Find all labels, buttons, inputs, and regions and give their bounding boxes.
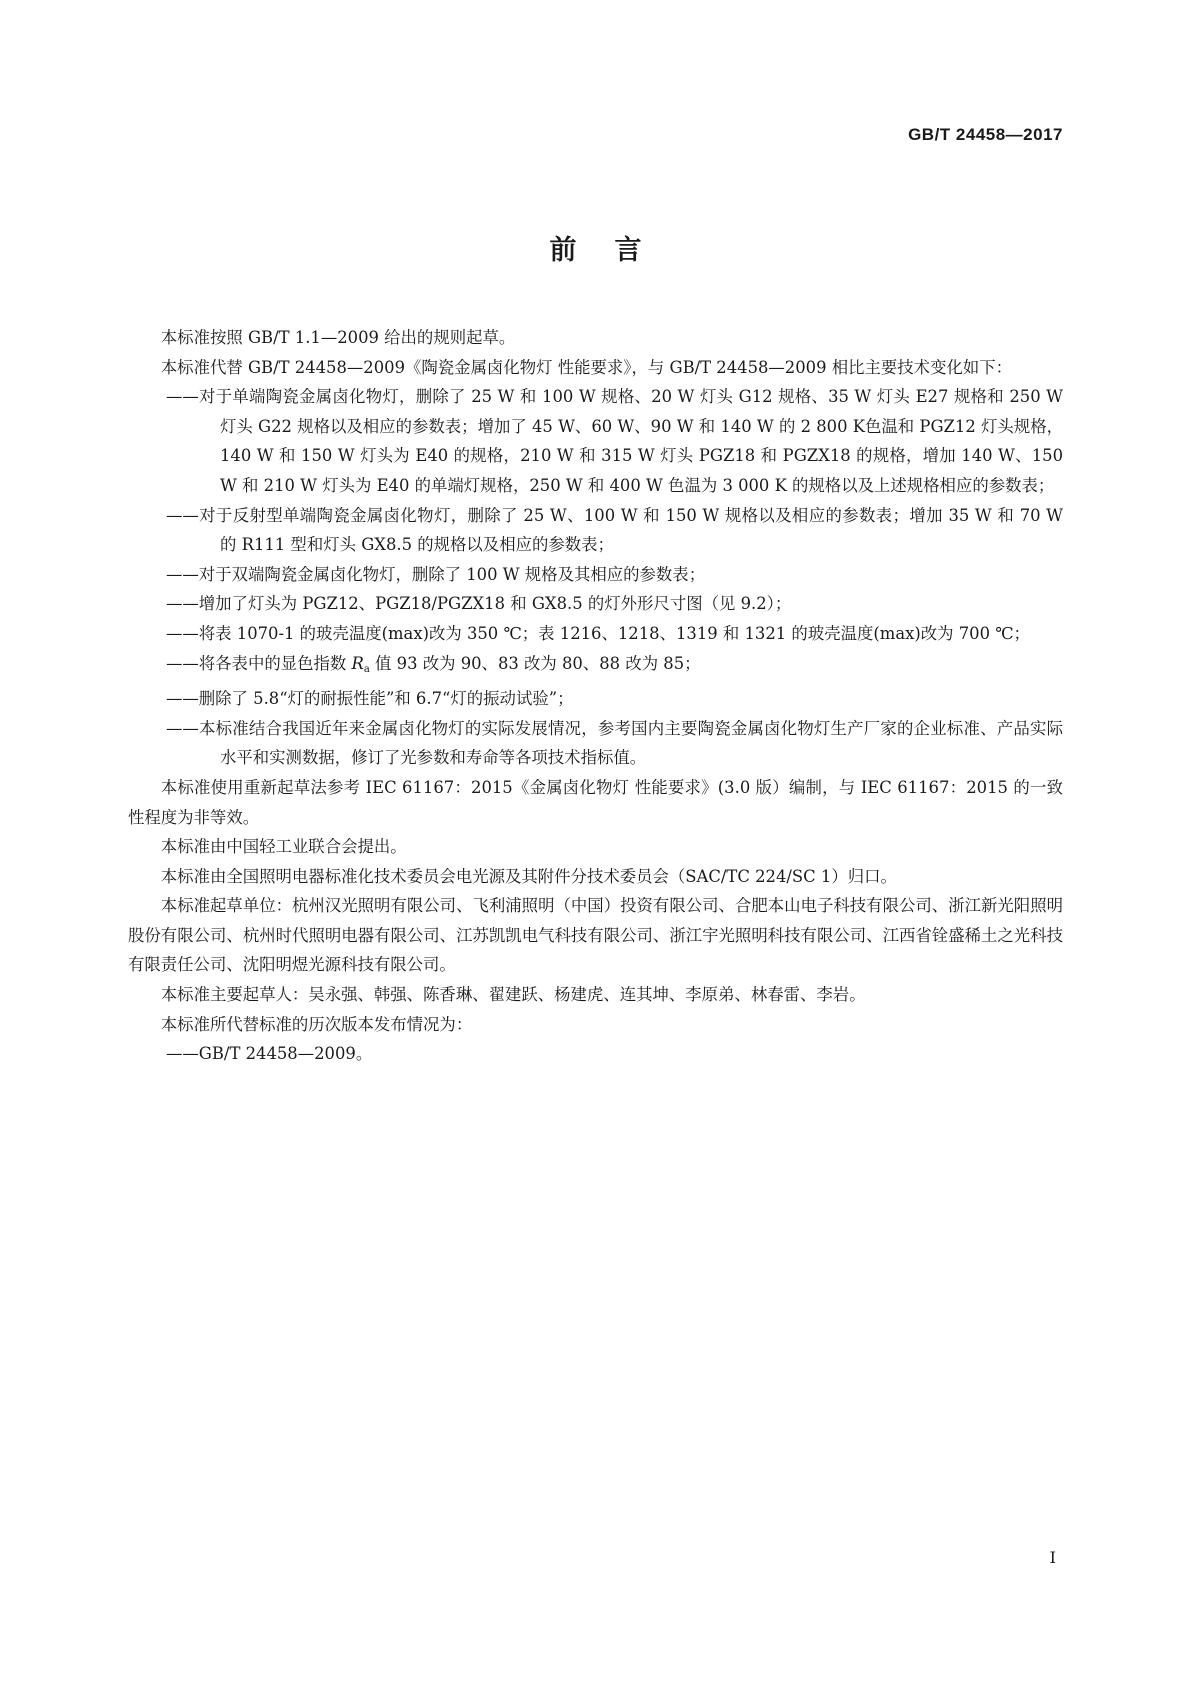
history-text-1: GB/T 24458—2009。 xyxy=(198,1044,373,1064)
change-text-8: 本标准结合我国近年来金属卤化物灯的实际发展情况，参考国内主要陶瓷金属卤化物灯生产厂家的企业标准、产品实际水平和实测数据，修订了光参数和寿命等各项技术指标值。 xyxy=(198,718,1063,768)
list-dash: —— xyxy=(166,718,199,738)
list-dash: —— xyxy=(166,505,199,525)
paragraph-proposer: 本标准由中国轻工业联合会提出。 xyxy=(160,837,407,857)
paragraph-history: 本标准所代替标准的历次版本发布情况为： xyxy=(160,1014,473,1034)
change-item-6 xyxy=(128,649,1063,685)
foreword-body xyxy=(128,323,1063,1069)
change-item-7 xyxy=(128,684,1063,714)
paragraph-drafting-units: 本标准起草单位：杭州汉光照明有限公司、飞利浦照明（中国）投资有限公司、合肥本山电子科技有限公司、浙江新光阳照明股份有限公司、杭州时代照明电器有限公司、江苏凯凯电气科技有限公司、浙江宇光照明科技有限公司、江西省铨盛稀土之光科技有限责任公司、沈阳明煜光源科技有限公司。 xyxy=(128,896,1063,975)
change-text-3: 对于双端陶瓷金属卤化物灯，删除了 100 W 规格及其相应的参数表； xyxy=(198,564,706,584)
list-dash: —— xyxy=(166,387,199,407)
change-item-3 xyxy=(128,560,1063,590)
change-text-6-after: 值 93 改为 90、83 改为 80、88 改为 85； xyxy=(369,653,701,673)
change-text-7: 删除了 5.8“灯的耐振性能”和 6.7“灯的振动试验”； xyxy=(198,689,574,709)
change-item-1 xyxy=(128,382,1063,500)
change-item-5 xyxy=(128,619,1063,649)
change-item-8 xyxy=(128,714,1063,773)
list-dash: —— xyxy=(166,564,199,584)
color-rendering-symbol: R xyxy=(351,653,364,673)
change-text-4: 增加了灯头为 PGZ12、PGZ18/PGZX18 和 GX8.5 的灯外形尺寸图（见 9.2）； xyxy=(198,594,792,614)
page-number: I xyxy=(1049,1548,1056,1567)
change-item-4 xyxy=(128,589,1063,619)
list-dash: —— xyxy=(166,689,199,709)
list-dash: —— xyxy=(166,594,199,614)
change-text-6-before: 将各表中的显色指数 xyxy=(198,653,352,673)
change-text-5: 将表 1070-1 的玻壳温度(max)改为 350 ℃；表 1216、1218、1319 和 1321 的玻壳温度(max)改为 700 ℃； xyxy=(198,623,1030,643)
list-dash: —— xyxy=(166,653,199,673)
change-text-1: 对于单端陶瓷金属卤化物灯，删除了 25 W 和 100 W 规格、20 W 灯头 G12 规格、35 W 灯头 E27 规格和 250 W 灯头 G22 规格以及相应的参数表；增加了 45 W、60 W、90 W 和 140 W 的 2 800 K色温和 PGZ12 灯头规格，140 W 和 150 W 灯头为 E40 的规格，210 W 和 315 W 灯头 PGZ18 和 PGZX18 的规格，增加 140 W、150 W 和 210 W 灯头为 E40 的单端灯规格，250 W 和 400 W 色温为 3 000 K 的规格以及上述规格相应的参数表； xyxy=(198,387,1063,495)
color-rendering-subscript: a xyxy=(363,663,370,675)
list-dash: —— xyxy=(166,623,199,643)
paragraph-replacement: 本标准代替 GB/T 24458—2009《陶瓷金属卤化物灯 性能要求》，与 GB/T 24458—2009 相比主要技术变化如下： xyxy=(160,357,1013,377)
standard-code: GB/T 24458—2017 xyxy=(908,125,1063,144)
paragraph-committee: 本标准由全国照明电器标准化技术委员会电光源及其附件分技术委员会（SAC/TC 224/SC 1）归口。 xyxy=(160,866,897,886)
history-item-1 xyxy=(128,1039,1063,1069)
change-item-2 xyxy=(128,501,1063,560)
paragraph-drafting-rules: 本标准按照 GB/T 1.1—2009 给出的规则起草。 xyxy=(160,328,516,347)
paragraph-iec-reference: 本标准使用重新起草法参考 IEC 61167：2015《金属卤化物灯 性能要求》(3.0 版）编制，与 IEC 61167：2015 的一致性程度为非等效。 xyxy=(128,777,1063,827)
change-text-2: 对于反射型单端陶瓷金属卤化物灯，删除了 25 W、100 W 和 150 W 规格以及相应的参数表；增加 35 W 和 70 W 的 R111 型和灯头 GX8.5 的规格以及相应的参数表； xyxy=(198,505,1063,555)
page-title: 前言 xyxy=(549,235,680,266)
list-dash: —— xyxy=(166,1044,199,1064)
paragraph-drafters: 本标准主要起草人：吴永强、韩强、陈香琳、翟建跃、杨建虎、连其坤、李原弟、林春雷、李岩。 xyxy=(160,985,866,1005)
